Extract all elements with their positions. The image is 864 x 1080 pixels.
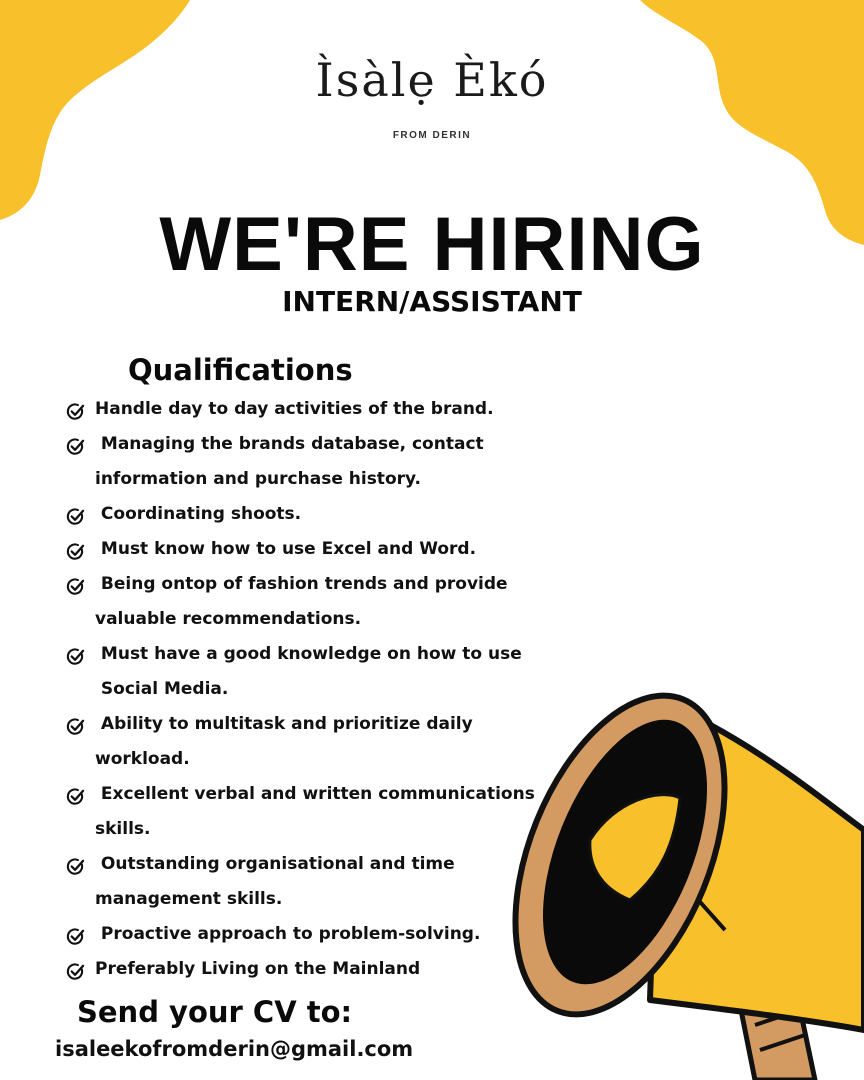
qualifications-list bbox=[66, 392, 535, 987]
qualification-text: Proactive approach to problem-solving. bbox=[95, 924, 481, 944]
qualification-item bbox=[66, 567, 526, 637]
brand-tagline: FROM DERIN bbox=[392, 130, 472, 141]
send-cv-title: Send your CV to: bbox=[77, 995, 353, 1029]
qualification-text: Must have a good knowledge on how to use bbox=[95, 644, 522, 664]
qualification-text: Handle day to day activities of the brand. bbox=[95, 399, 494, 419]
qualification-text: Outstanding organisational and time bbox=[95, 854, 455, 874]
check-circle-icon bbox=[66, 647, 85, 666]
qualification-item bbox=[66, 847, 526, 917]
qualification-text: information and purchase history. bbox=[95, 469, 421, 489]
check-circle-icon bbox=[66, 717, 85, 736]
check-circle-icon bbox=[66, 437, 85, 456]
qualification-text: Being ontop of fashion trends and provide bbox=[95, 574, 508, 594]
qualification-item bbox=[66, 497, 526, 532]
check-circle-icon bbox=[66, 507, 85, 526]
check-circle-icon bbox=[66, 857, 85, 876]
check-circle-icon bbox=[66, 962, 85, 981]
role-title: INTERN/ASSISTANT bbox=[282, 285, 582, 318]
qualification-text: Managing the brands database, contact bbox=[95, 434, 484, 454]
qualification-text: Preferably Living on the Mainland bbox=[95, 959, 421, 979]
qualification-item bbox=[66, 777, 535, 847]
qualification-text: Must know how to use Excel and Word. bbox=[95, 539, 477, 559]
qualification-text: management skills. bbox=[95, 889, 283, 909]
qualification-text: skills. bbox=[95, 819, 151, 839]
check-circle-icon bbox=[66, 787, 85, 806]
megaphone-icon bbox=[510, 680, 864, 1080]
check-circle-icon bbox=[66, 927, 85, 946]
brand-name: Ìsàlẹ Èkó bbox=[315, 53, 549, 107]
qualification-item bbox=[66, 427, 526, 497]
qualification-item bbox=[66, 707, 526, 777]
check-circle-icon bbox=[66, 542, 85, 561]
qualification-text: valuable recommendations. bbox=[95, 609, 362, 629]
brand-logo bbox=[0, 50, 864, 141]
check-circle-icon bbox=[66, 402, 85, 421]
qualification-text: workload. bbox=[95, 749, 190, 769]
qualification-item bbox=[66, 532, 526, 567]
qualification-text: Social Media. bbox=[95, 679, 229, 699]
qualification-item bbox=[66, 637, 526, 707]
hiring-headline: WE'RE HIRING bbox=[159, 202, 705, 287]
qualification-item bbox=[66, 952, 526, 987]
check-circle-icon bbox=[66, 577, 85, 596]
qualification-text: Excellent verbal and written communications bbox=[95, 784, 535, 804]
qualifications-title: Qualifications bbox=[128, 353, 353, 387]
qualification-item bbox=[66, 392, 526, 427]
qualification-text: Ability to multitask and prioritize daily bbox=[95, 714, 473, 734]
qualification-item bbox=[66, 917, 526, 952]
contact-email[interactable]: isaleekofromderin@gmail.com bbox=[55, 1037, 414, 1061]
qualification-text: Coordinating shoots. bbox=[95, 504, 302, 524]
